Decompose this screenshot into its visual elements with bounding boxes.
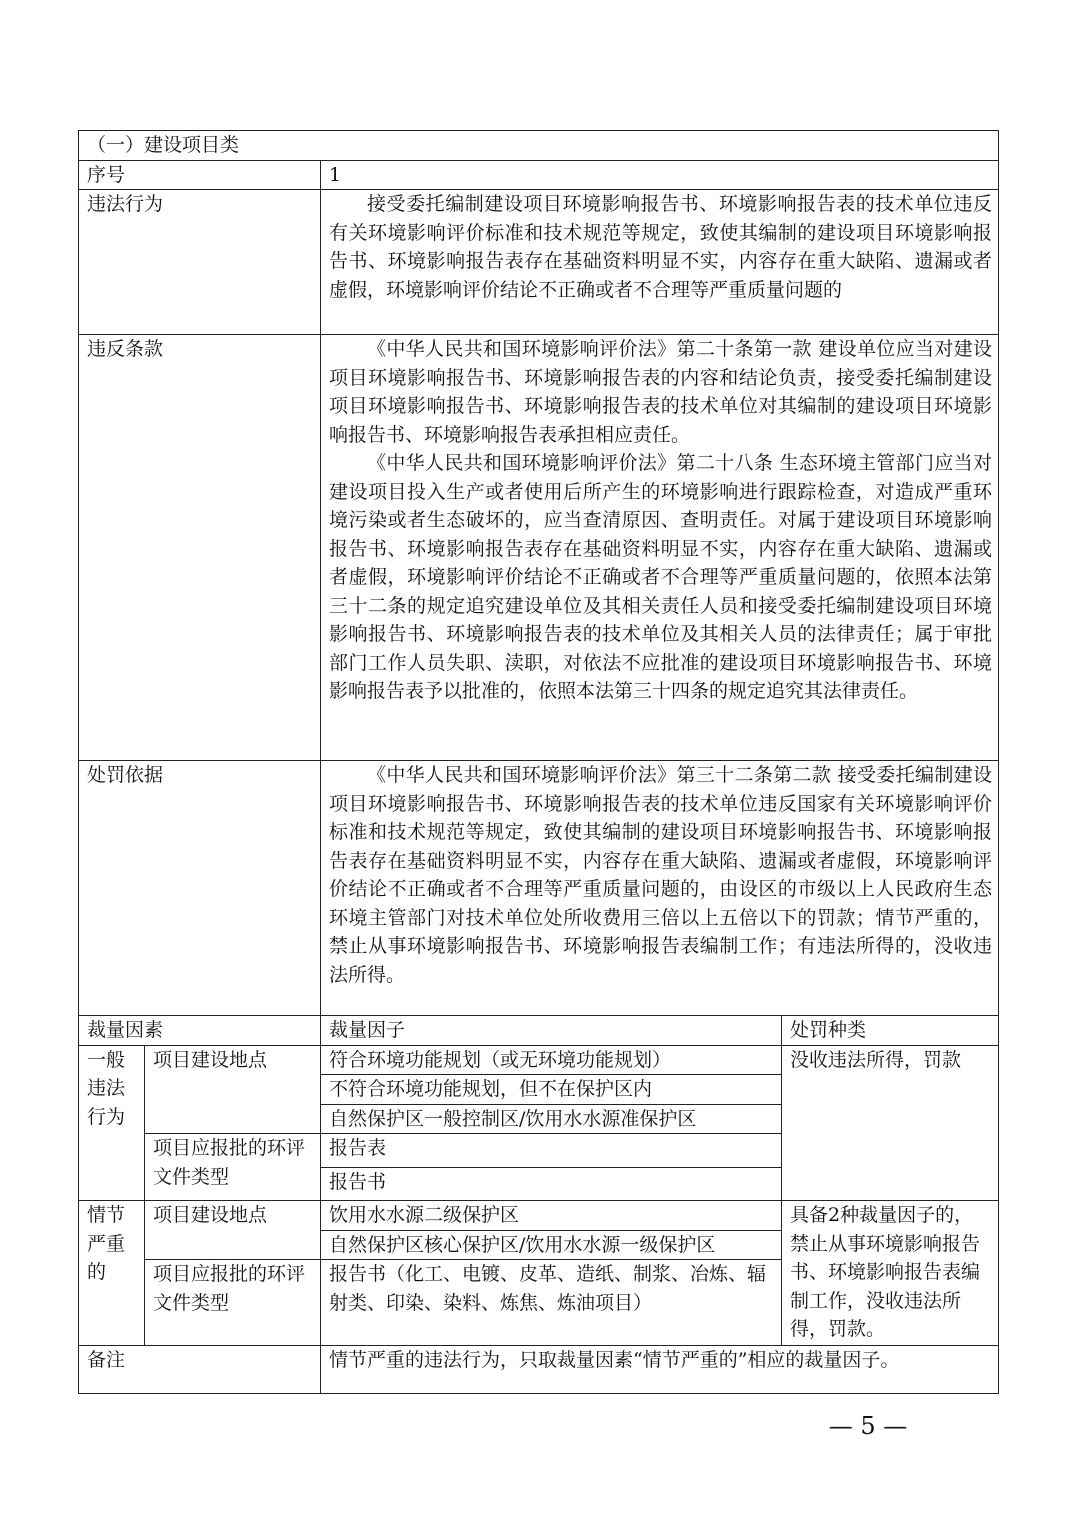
general-location-label: 项目建设地点	[145, 1045, 321, 1134]
serious-doc-type-item: 报告书（化工、电镀、皮革、造纸、制浆、冶炼、辐射类、印染、染料、炼焦、炼油项目）	[321, 1260, 782, 1346]
general-category: 一般违法行为	[79, 1045, 145, 1201]
page-number: — 5 —	[828, 1412, 908, 1440]
section-heading: （一）建设项目类	[79, 131, 999, 161]
seq-value: 1	[321, 160, 999, 190]
violated-provisions-row	[79, 335, 999, 761]
general-doc-type-item: 报告书	[321, 1168, 782, 1201]
seq-label: 序号	[79, 160, 321, 190]
discretion-factor-header: 裁量因素	[79, 1016, 321, 1046]
section-heading-row	[79, 131, 999, 161]
violated-provisions-label: 违反条款	[79, 335, 321, 761]
serious-location-item: 自然保护区核心保护区/饮用水水源一级保护区	[321, 1230, 782, 1260]
violated-provisions-cell	[321, 335, 999, 761]
serious-penalty: 具备2种裁量因子的，禁止从事环境影响报告书、环境影响报告表编制工作，没收违法所得，罚款。	[782, 1201, 999, 1346]
violation-cell	[321, 190, 999, 335]
general-row	[79, 1045, 999, 1075]
penalty-discretion-table	[78, 130, 999, 1394]
discretion-criterion-header: 裁量因子	[321, 1016, 782, 1046]
serious-location-item: 饮用水水源二级保护区	[321, 1201, 782, 1231]
violation-text: 接受委托编制建设项目环境影响报告书、环境影响报告表的技术单位违反有关环境影响评价标准和技术规范等规定，致使其编制的建设项目环境影响报告书、环境影响报告表存在基础资料明显不实，内容存在重大缺陷、遗漏或者虚假，环境影响评价结论不正确或者不合理等严重质量问题的	[329, 193, 993, 301]
serious-location-label: 项目建设地点	[145, 1201, 321, 1260]
penalty-basis-label: 处罚依据	[79, 761, 321, 1016]
general-doc-type-label: 项目应报批的环评文件类型	[145, 1134, 321, 1201]
penalty-basis-row	[79, 761, 999, 1016]
general-location-item: 符合环境功能规划（或无环境功能规划）	[321, 1045, 782, 1075]
seq-row	[79, 160, 999, 190]
general-location-item: 不符合环境功能规划，但不在保护区内	[321, 1075, 782, 1105]
remark-row	[79, 1346, 999, 1394]
provision-paragraph: 《中华人民共和国环境影响评价法》第二十条第一款 建设单位应当对建设项目环境影响报告书、环境影响报告表的内容和结论负责，接受委托编制建设项目环境影响报告书、环境影响报告表的技术单位对其编制的建设项目环境影响报告书、环境影响报告表承担相应责任。	[329, 338, 993, 446]
serious-doc-type-label: 项目应报批的环评文件类型	[145, 1260, 321, 1346]
violation-label: 违法行为	[79, 190, 321, 335]
violation-row	[79, 190, 999, 335]
serious-row	[79, 1201, 999, 1231]
remark-label: 备注	[79, 1346, 321, 1394]
penalty-basis-cell	[321, 761, 999, 1016]
remark-text: 情节严重的违法行为，只取裁量因素“情节严重的”相应的裁量因子。	[321, 1346, 999, 1394]
serious-category: 情节严重的	[79, 1201, 145, 1346]
penalty-type-header: 处罚种类	[782, 1016, 999, 1046]
general-doc-type-item: 报告表	[321, 1134, 782, 1168]
penalty-basis-text: 《中华人民共和国环境影响评价法》第三十二条第二款 接受委托编制建设项目环境影响报告书、环境影响报告表的技术单位违反国家有关环境影响评价标准和技术规范等规定，致使其编制的建设项目环境影响报告书、环境影响报告表存在基础资料明显不实，内容存在重大缺陷、遗漏或者虚假，环境影响评价结论不正确或者不合理等严重质量问题的，由设区的市级以上人民政府生态环境主管部门对技术单位处所收费用三倍以上五倍以下的罚款；情节严重的，禁止从事环境影响报告书、环境影响报告表编制工作；有违法所得的，没收违法所得。	[329, 764, 993, 986]
provision-paragraph: 《中华人民共和国环境影响评价法》第二十八条 生态环境主管部门应当对建设项目投入生产或者使用后所产生的环境影响进行跟踪检查，对造成严重环境污染或者生态破坏的，应当查清原因、查明责任。对属于建设项目环境影响报告书、环境影响报告表存在基础资料明显不实，内容存在重大缺陷、遗漏或者虚假，环境影响评价结论不正确或者不合理等严重质量问题的，依照本法第三十二条的规定追究建设单位及其相关责任人员和接受委托编制建设项目环境影响报告书、环境影响报告表的技术单位及其相关人员的法律责任；属于审批部门工作人员失职、渎职，对依法不应批准的建设项目环境影响报告书、环境影响报告表予以批准的，依照本法第三十四条的规定追究其法律责任。	[329, 452, 993, 702]
general-penalty: 没收违法所得，罚款	[782, 1045, 999, 1201]
general-location-item: 自然保护区一般控制区/饮用水水源准保护区	[321, 1104, 782, 1134]
discretion-header-row	[79, 1016, 999, 1046]
